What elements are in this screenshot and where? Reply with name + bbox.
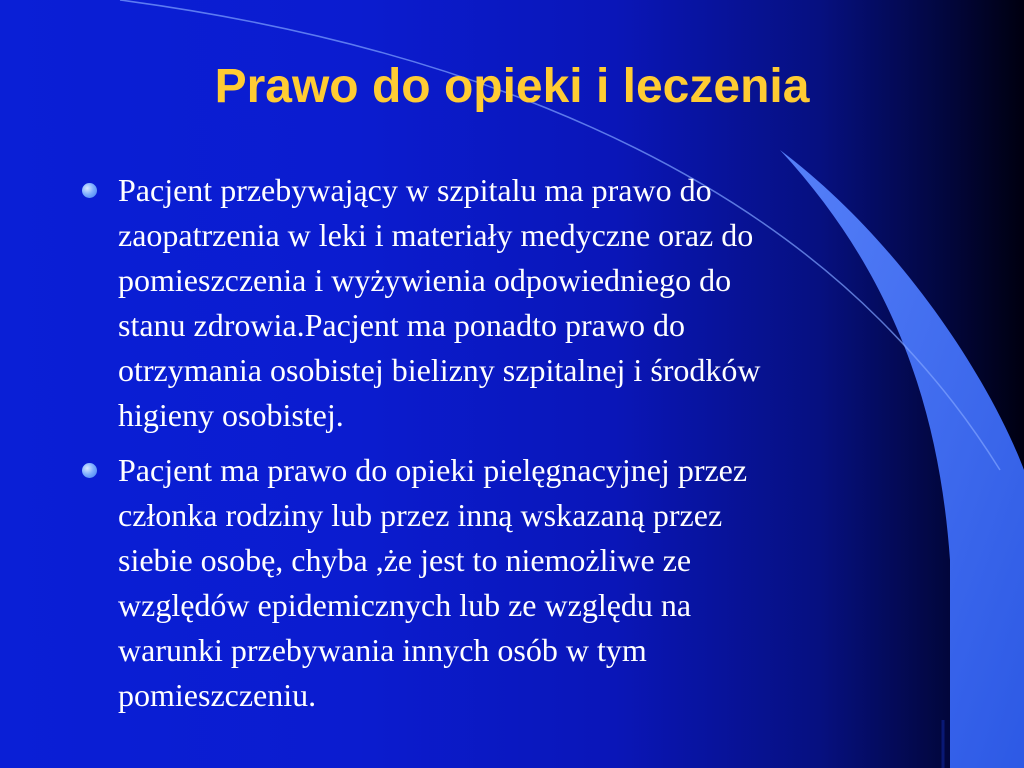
bullet-item-2 — [82, 448, 932, 718]
bullet-line: siebie osobę, chyba ,że jest to niemożliwe ze — [118, 542, 692, 578]
bullet-line: higieny osobistej. — [118, 397, 344, 433]
bullet-line: członka rodziny lub przez inną wskazaną przez — [118, 497, 723, 533]
slide-title: Prawo do opieki i leczenia — [214, 60, 810, 113]
bullet-list — [82, 168, 932, 728]
bullet-line: zaopatrzenia w leki i materiały medyczne oraz do — [118, 217, 754, 253]
bullet-dot-icon — [82, 463, 97, 478]
bullet-dot-icon — [82, 183, 97, 198]
bullet-line: pomieszczenia i wyżywienia odpowiedniego do — [118, 262, 732, 298]
bullet-line: otrzymania osobistej bielizny szpitalnej i środków — [118, 352, 761, 388]
bullet-line: względów epidemicznych lub ze względu na — [118, 587, 692, 623]
bullet-line: stanu zdrowia.Pacjent ma ponadto prawo do — [118, 307, 685, 343]
bullet-item-1 — [82, 168, 932, 438]
bullet-line: Pacjent przebywający w szpitalu ma prawo do — [118, 172, 712, 208]
bullet-line: pomieszczeniu. — [118, 677, 317, 713]
bullet-line: Pacjent ma prawo do opieki pielęgnacyjnej przez — [118, 452, 748, 488]
bullet-line: warunki przebywania innych osób w tym — [118, 632, 647, 668]
